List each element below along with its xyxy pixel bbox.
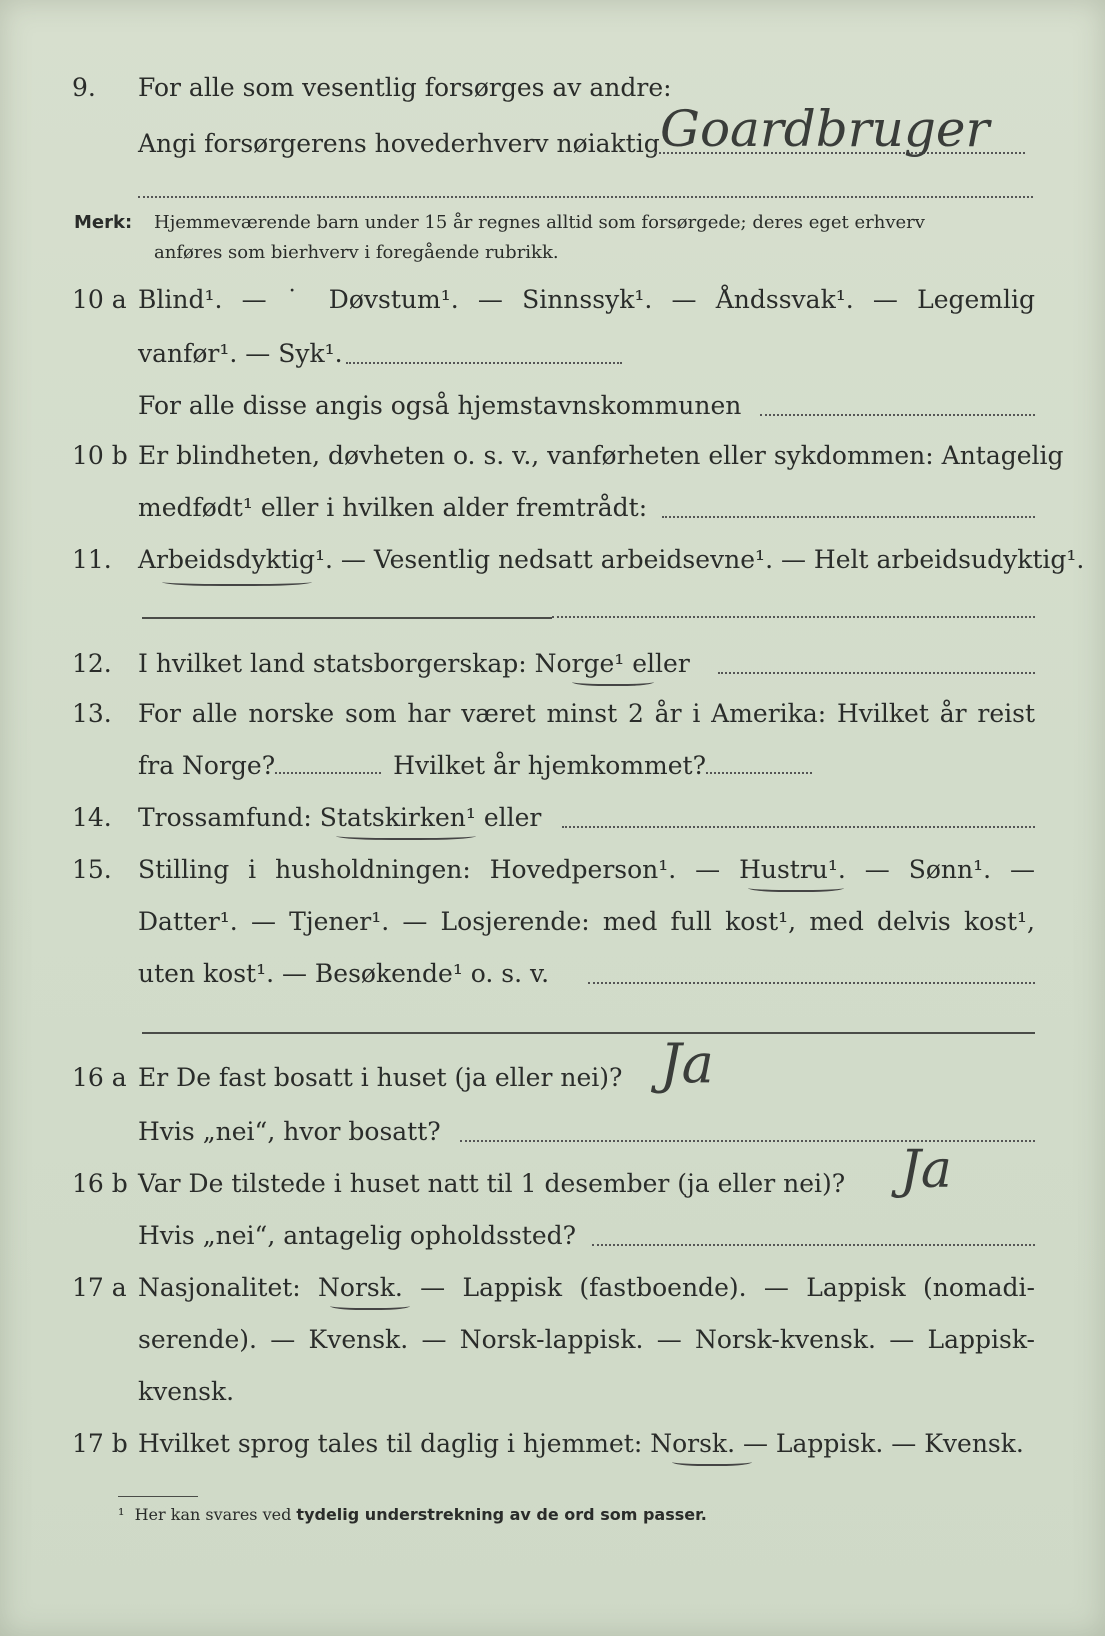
question-13-row-1 — [0, 694, 1105, 734]
question-text: Trossamfund: Statskirken¹ eller — [138, 803, 542, 832]
answer-line — [760, 414, 1035, 416]
question-text: Var De tilstede i huset natt til 1 desember (ja eller nei)? — [138, 1169, 846, 1198]
question-16a-row-1 — [0, 1058, 1105, 1098]
question-15-row-1 — [0, 850, 1105, 890]
question-text: Er De fast bosatt i huset (ja eller nei)? — [138, 1063, 623, 1092]
note-text: Hjemmeværende barn under 15 år regnes alltid som forsørgede; deres eget erhverv — [154, 212, 925, 233]
handwritten-answer: Ja — [660, 1032, 714, 1095]
question-number: 10 b — [72, 441, 128, 470]
question-text: Nasjonalitet: Norsk. — Lappisk (fastboende). — Lappisk (nomadi- — [138, 1273, 1035, 1302]
answer-line — [275, 746, 381, 774]
handwritten-answer: Goardbruger — [660, 100, 990, 158]
question-text: Er blindheten, døvheten o. s. v., vanførheten eller sykdommen: Antagelig — [138, 441, 1064, 470]
answer-line — [718, 672, 1035, 674]
answer-line — [592, 1244, 1035, 1246]
question-text: Blind¹. — ˙ Døvstum¹. — Sinnssyk¹. — Åndssvak¹. — Legemlig — [138, 285, 1035, 314]
hand-underline — [572, 676, 654, 686]
question-number: 11. — [72, 545, 112, 574]
question-text: kvensk. — [138, 1377, 235, 1406]
note-label: Merk: — [74, 212, 133, 233]
question-15-row-2 — [0, 902, 1105, 942]
footnote — [118, 1504, 707, 1526]
question-text: Angi forsørgerens hovederhverv nøiaktig — [138, 129, 660, 158]
question-text: serende). — Kvensk. — Norsk-lappisk. — Norsk-kvensk. — Lappisk- — [138, 1325, 1035, 1354]
question-11-row-1 — [0, 540, 1105, 580]
question-text: For alle norske som har været minst 2 år i Amerika: Hvilket år reist — [138, 699, 1035, 728]
answer-line — [552, 616, 1035, 618]
question-number: 13. — [72, 699, 112, 728]
question-text: medfødt¹ eller i hvilken alder fremtrådt: — [138, 493, 648, 522]
question-17a-row-3 — [0, 1372, 1105, 1412]
question-17a-row-1 — [0, 1268, 1105, 1308]
answer-line — [562, 826, 1035, 828]
question-number: 17 a — [72, 1273, 127, 1302]
question-text: For alle disse angis også hjemstavnskommunen — [138, 391, 742, 420]
question-text: uten kost¹. — Besøkende¹ o. s. v. — [138, 959, 550, 988]
question-10a-row-1 — [0, 280, 1105, 320]
question-number: 16 b — [72, 1169, 128, 1198]
question-text-part: Hvilket år hjemkommet? — [393, 751, 707, 780]
footnote-rule — [118, 1496, 198, 1497]
answer-line — [142, 617, 552, 619]
question-12-row-1 — [0, 644, 1105, 684]
question-text: Hvis „nei“, hvor bosatt? — [138, 1117, 441, 1146]
question-number: 12. — [72, 649, 112, 678]
question-17a-row-2 — [0, 1320, 1105, 1360]
question-15-row-3 — [0, 954, 1105, 994]
question-16b-row-2 — [0, 1216, 1105, 1256]
question-text: Arbeidsdyktig¹. — Vesentlig nedsatt arbeidsevne¹. — Helt arbeidsudyktig¹. — [138, 545, 1085, 574]
question-text: Hvis „nei“, antagelig opholdssted? — [138, 1221, 577, 1250]
answer-line — [138, 196, 1033, 198]
hand-underline — [336, 830, 476, 840]
question-10b-row-1 — [0, 436, 1105, 476]
question-text-part: fra Norge? — [138, 751, 276, 780]
hand-underline — [748, 882, 844, 892]
question-number: 14. — [72, 803, 112, 832]
question-10a-row-2 — [0, 334, 1105, 374]
footnote-emphasis: tydelig understrekning av de ord som passer. — [296, 1505, 707, 1524]
question-number: 17 b — [72, 1429, 128, 1458]
question-number: 9. — [72, 73, 96, 102]
answer-line — [142, 1032, 1035, 1034]
answer-line — [346, 362, 622, 364]
question-text: For alle som vesentlig forsørges av andre: — [138, 73, 672, 102]
question-text: I hvilket land statsborgerskap: Norge¹ eller — [138, 649, 690, 678]
question-10a-row-3 — [0, 386, 1105, 426]
question-number: 10 a — [72, 285, 127, 314]
question-text — [138, 746, 1035, 786]
question-10b-row-2 — [0, 488, 1105, 528]
question-text: Stilling i husholdningen: Hovedperson¹. — Hustru¹. — Sønn¹. — — [138, 855, 1035, 884]
handwritten-answer: Ja — [900, 1140, 952, 1200]
footnote-text: Her kan svares ved — [134, 1505, 292, 1524]
footnote-mark: ¹ — [118, 1505, 125, 1524]
question-text: Datter¹. — Tjener¹. — Losjerende: med full kost¹, med delvis kost¹, — [138, 907, 1035, 936]
question-number: 15. — [72, 855, 112, 884]
hand-underline — [672, 1456, 752, 1466]
question-text: vanfør¹. — Syk¹. — [138, 339, 343, 368]
question-17b-row-1 — [0, 1424, 1105, 1464]
question-14-row-1 — [0, 798, 1105, 838]
hand-underline — [162, 576, 312, 586]
answer-line — [706, 746, 812, 774]
answer-line — [588, 982, 1035, 984]
note-text: anføres som bierhverv i foregående rubrikk. — [154, 242, 559, 263]
question-text: Hvilket sprog tales til daglig i hjemmet: Norsk. — Lappisk. — Kvensk. — [138, 1429, 1024, 1458]
answer-line — [662, 516, 1035, 518]
hand-underline — [330, 1300, 410, 1310]
question-13-row-2 — [0, 746, 1105, 786]
question-number: 16 a — [72, 1063, 127, 1092]
